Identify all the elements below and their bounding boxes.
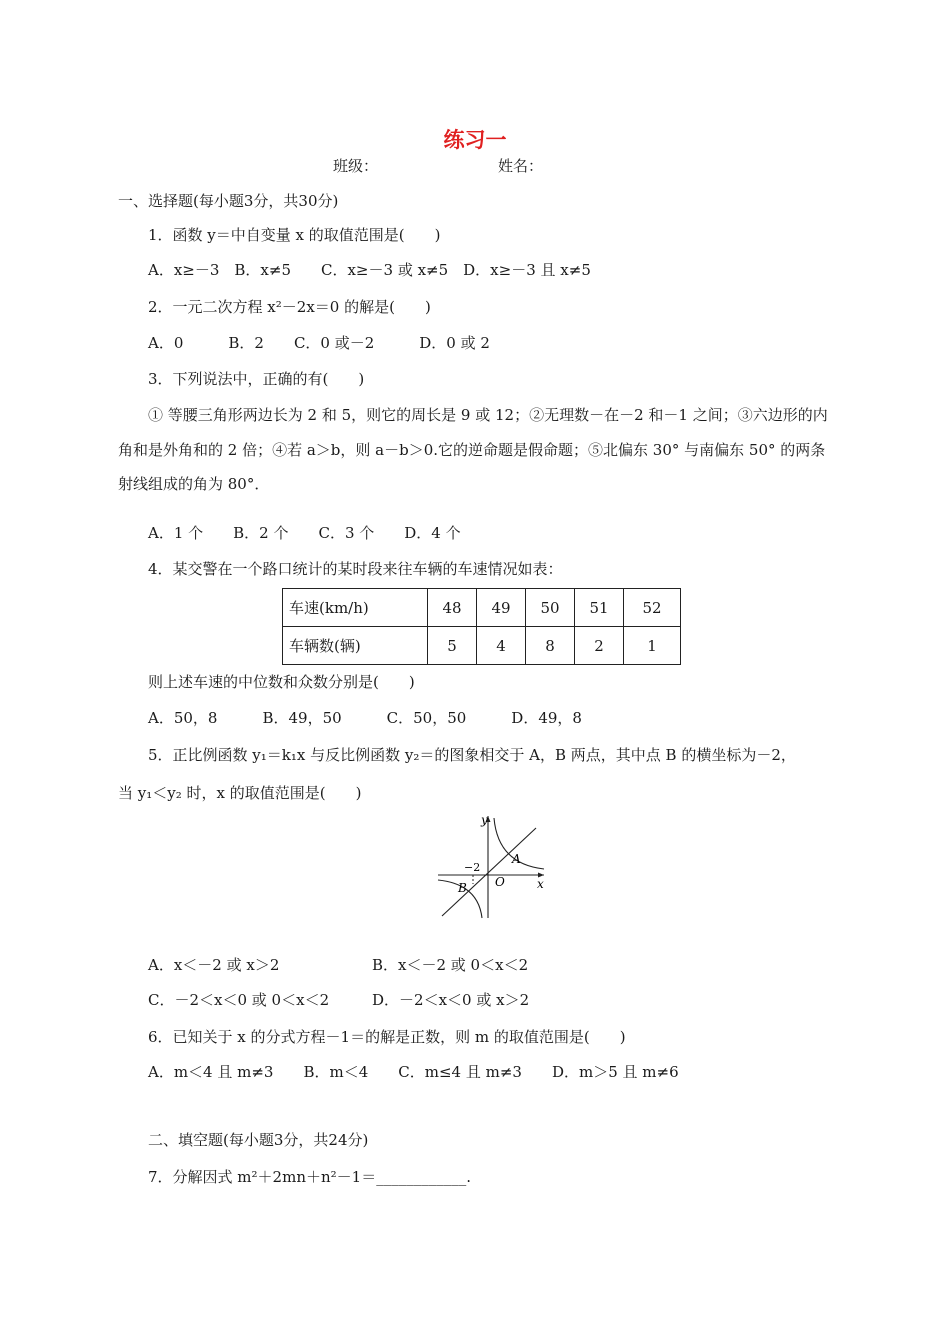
q5-stem: 5．正比例函数 y₁＝k₁x 与反比例函数 y₂＝的图象相交于 A，B 两点，其中点 B 的横坐标为－2， (148, 746, 796, 764)
origin-label: O (495, 875, 505, 889)
name-label: 姓名： (498, 157, 544, 175)
q4-options: A．50，8 B．49，50 C．50，50 D．49，8 (148, 709, 582, 727)
q2-stem: 2．一元二次方程 x²－2x＝0 的解是( ) (148, 298, 431, 316)
q4-stem: 4．某交警在一个路口统计的某时段来往车辆的车速情况如表： (148, 560, 563, 578)
section-1-heading: 一、选择题(每小题3分，共30分) (118, 192, 339, 210)
q5-option-c: C．－2＜x＜0 或 0＜x＜2 (148, 991, 330, 1009)
table-cell: 8 (526, 627, 575, 665)
table-header-count: 车辆数(辆) (283, 627, 428, 665)
table-cell: 48 (428, 589, 477, 627)
q1-options: A．x≥－3 B．x≠5 C．x≥－3 或 x≠5 D．x≥－3 且 x≠5 (148, 261, 591, 279)
table-cell: 50 (526, 589, 575, 627)
q7-line (148, 1166, 471, 1188)
q5-option-b: B．x＜－2 或 0＜x＜2 (372, 956, 529, 974)
line-y1 (442, 828, 536, 916)
q5-option-a: A．x＜－2 或 x＞2 (148, 956, 280, 974)
table-cell: 2 (575, 627, 624, 665)
table-cell: 52 (624, 589, 681, 627)
x-axis-label: x (537, 877, 544, 891)
y-axis-label: y (481, 813, 488, 827)
q3-body: ① 等腰三角形两边长为 2 和 5，则它的周长是 9 或 12；②无理数－在－2 和－1 之间；③六边形的内角和是外角和的 2 倍；④若 a＞b，则 a－b＞0.它的逆命题是假命题；⑤北偏东 30° 与南偏东 50° 的两条射线组成的角为 80°． (118, 406, 828, 493)
q6-options: A．m＜4 且 m≠3 B．m＜4 C．m≤4 且 m≠3 D．m＞5 且 m≠6 (148, 1063, 679, 1081)
q4-question: 则上述车速的中位数和众数分别是( ) (148, 673, 415, 691)
point-b-label: B (458, 881, 467, 895)
class-label: 班级： (333, 157, 379, 175)
table-cell: 49 (477, 589, 526, 627)
table-row (283, 627, 681, 665)
table-cell: 4 (477, 627, 526, 665)
q7-period: . (466, 1168, 471, 1186)
q5-function-graph (436, 812, 548, 920)
section-2-heading: 二、填空题(每小题3分，共24分) (148, 1131, 369, 1149)
tick-label-minus-2: −2 (464, 861, 481, 874)
table-header-speed: 车速(km/h) (283, 589, 428, 627)
q7-stem: 7．分解因式 m²＋2mn＋n²－1＝ (148, 1168, 377, 1186)
speed-table (282, 588, 681, 665)
q5-option-d: D．－2＜x＜0 或 x＞2 (372, 991, 530, 1009)
q3-options: A．1 个 B．2 个 C．3 个 D．4 个 (148, 524, 461, 542)
q3-stem: 3．下列说法中，正确的有( ) (148, 370, 365, 388)
point-a-label: A (512, 852, 521, 866)
q2-options: A．0 B．2 C．0 或－2 D．0 或 2 (148, 334, 490, 352)
table-cell: 5 (428, 627, 477, 665)
q7-answer-blank[interactable]: ____________ (376, 1168, 467, 1186)
q5-stem-2: 当 y₁＜y₂ 时，x 的取值范围是( ) (118, 784, 362, 802)
table-row (283, 589, 681, 627)
q1-stem: 1．函数 y＝中自变量 x 的取值范围是( ) (148, 226, 441, 244)
q6-stem: 6．已知关于 x 的分式方程－1＝的解是正数，则 m 的取值范围是( ) (148, 1028, 626, 1046)
table-cell: 51 (575, 589, 624, 627)
page-title: 练习一 (443, 128, 507, 152)
table-cell: 1 (624, 627, 681, 665)
